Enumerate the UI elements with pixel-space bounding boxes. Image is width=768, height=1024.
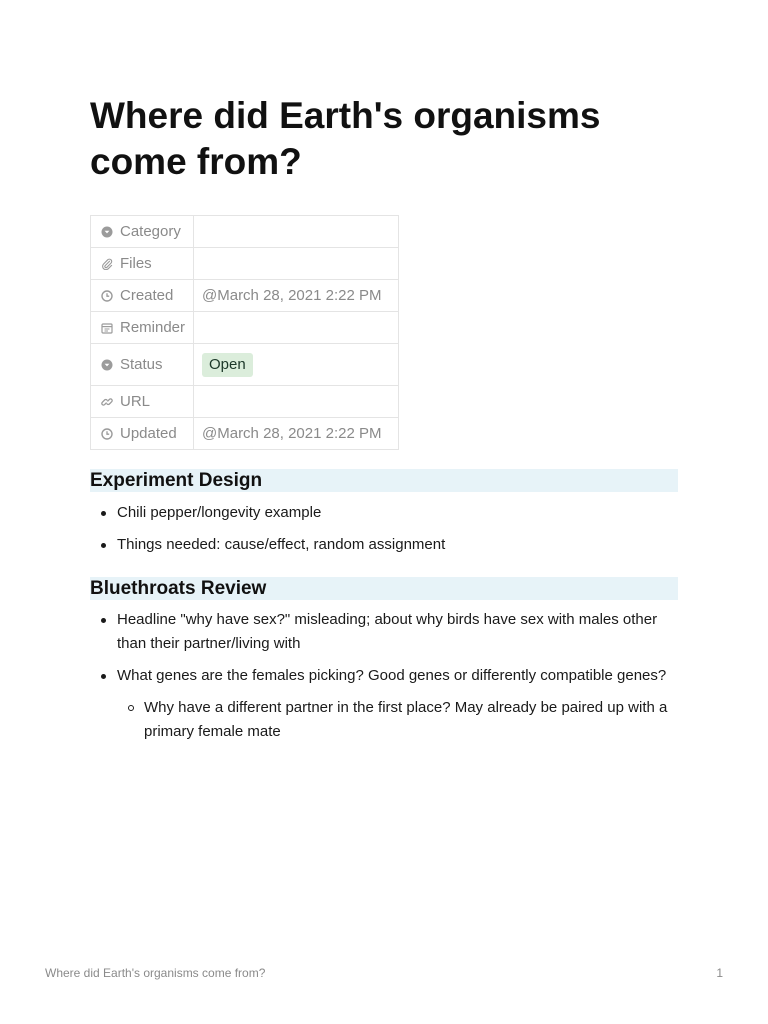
property-name-cell (91, 248, 194, 280)
property-row-status (91, 344, 399, 386)
property-label: Reminder (120, 319, 186, 336)
property-row-updated (91, 418, 399, 450)
property-value-files[interactable] (194, 248, 399, 280)
property-name-cell (91, 216, 194, 248)
paperclip-icon (100, 257, 113, 270)
section-heading-bluethroats-review: Bluethroats Review (90, 577, 678, 600)
property-row-files (91, 248, 399, 280)
property-row-url (91, 386, 399, 418)
nested-list (117, 696, 680, 744)
list-item (90, 533, 680, 557)
property-name-cell (91, 344, 194, 386)
section-heading-experiment-design: Experiment Design (90, 469, 678, 492)
list-item-text: Headline "why have sex?" misleading; about why birds have sex with males other than their partner/living with (117, 611, 658, 652)
list-item-text: What genes are the females picking? Good genes or differently compatible genes? (117, 667, 667, 684)
list-item (90, 664, 680, 744)
clock-icon (100, 289, 113, 302)
property-name-cell (91, 312, 194, 344)
footer-title: Where did Earth's organisms come from? (45, 966, 266, 980)
select-icon (100, 225, 113, 238)
bullet-icon (101, 511, 106, 516)
list-item-text: Things needed: cause/effect, random assignment (117, 536, 446, 553)
property-value-status[interactable] (194, 344, 399, 386)
bullet-icon (101, 543, 106, 548)
property-value-reminder[interactable] (194, 312, 399, 344)
nested-list-item-text: Why have a different partner in the first place? May already be paired up with a primary female mate (144, 699, 668, 740)
list-item-text: Chili pepper/longevity example (117, 504, 322, 521)
experiment-design-list (90, 501, 680, 557)
list-item (90, 608, 680, 656)
properties-table (90, 215, 399, 450)
property-value-category[interactable] (194, 216, 399, 248)
property-name-cell (91, 280, 194, 312)
property-value-created: @March 28, 2021 2:22 PM (194, 280, 399, 312)
status-badge[interactable]: Open (202, 353, 253, 377)
property-name-cell (91, 386, 194, 418)
property-row-category (91, 216, 399, 248)
clock-icon (100, 427, 113, 440)
property-label: Category (120, 223, 181, 240)
hollow-bullet-icon (128, 705, 134, 711)
list-item (90, 501, 680, 525)
property-label: Updated (120, 425, 177, 442)
bullet-icon (101, 618, 106, 623)
property-value-url[interactable] (194, 386, 399, 418)
select-icon (100, 358, 113, 371)
calendar-icon (100, 321, 113, 334)
property-label: Files (120, 255, 152, 272)
property-row-reminder (91, 312, 399, 344)
nested-list-item (117, 696, 680, 744)
link-icon (100, 395, 113, 408)
property-label: Created (120, 287, 174, 304)
bullet-icon (101, 674, 106, 679)
property-row-created (91, 280, 399, 312)
property-label: Status (120, 356, 163, 373)
page-title: Where did Earth's organisms come from? (90, 95, 601, 182)
bluethroats-review-list (90, 608, 680, 744)
property-name-cell (91, 418, 194, 450)
property-label: URL (120, 393, 151, 410)
page-number: 1 (716, 966, 723, 980)
property-value-updated: @March 28, 2021 2:22 PM (194, 418, 399, 450)
